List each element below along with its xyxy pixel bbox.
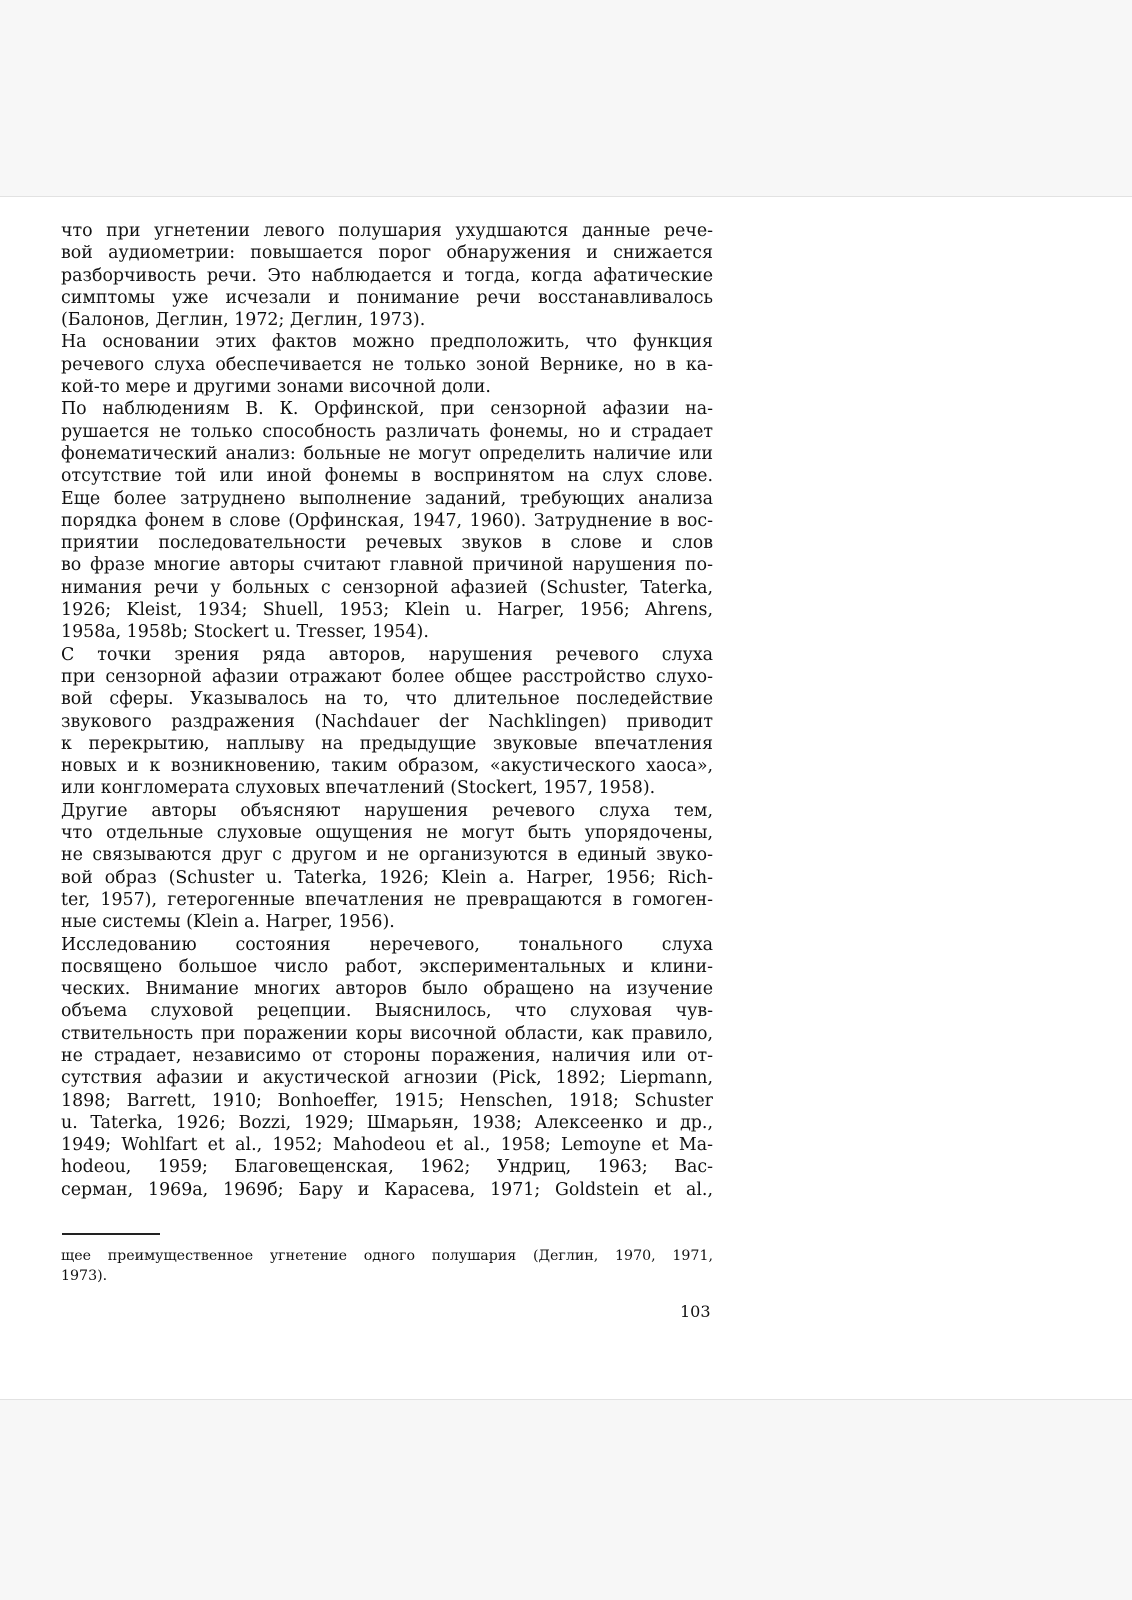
text-line: вой аудиометрии: повышается порог обнаружения и снижается <box>61 243 713 264</box>
text-line: ter, 1957), гетерогенные впечатления не превращаются в гомоген- <box>61 889 713 910</box>
text-line: сутствия афазии и акустической агнозии (Pick, 1892; Liepmann, <box>61 1068 713 1089</box>
text-line: 1926; Kleist, 1934; Shuell, 1953; Klein u. Harper, 1956; Ahrens, <box>61 600 713 621</box>
text-line: На основании этих фактов можно предположить, что функция <box>61 332 713 353</box>
text-line: рушается не только способность различать фонемы, но и страдает <box>61 421 713 442</box>
text-line: Другие авторы объясняют нарушения речевого слуха тем, <box>61 800 713 821</box>
text-line: к перекрытию, наплыву на предыдущие звуковые впечатления <box>61 733 713 754</box>
text-line: вой образ (Schuster u. Taterka, 1926; Klein a. Harper, 1956; Rich- <box>61 867 713 888</box>
text-line: что отдельные слуховые ощущения не могут быть упорядочены, <box>61 823 713 844</box>
text-line: новых и к возникновению, таким образом, «акустического хаоса», <box>61 756 713 777</box>
text-line: нимания речи у больных с сензорной афазией (Schuster, Taterka, <box>61 577 713 598</box>
text-line: вой сферы. Указывалось на то, что длительное последействие <box>61 689 713 710</box>
text-line: речевого слуха обеспечивается не только зоной Вернике, но в ка- <box>61 354 713 375</box>
text-line: По наблюдениям В. К. Орфинской, при сензорной афазии на- <box>61 399 713 420</box>
text-line: приятии последовательности речевых звуков в слове и слов <box>61 533 713 554</box>
text-line: 1949; Wohlfart et al., 1952; Mahodeou et al., 1958; Lemoyne et Ma- <box>61 1135 713 1156</box>
text-line: Еще более затруднено выполнение заданий, требующих анализа <box>61 488 713 509</box>
text-line: фонематический анализ: больные не могут определить наличие или <box>61 443 713 464</box>
text-line: 1898; Barrett, 1910; Bonhoeffer, 1915; Henschen, 1918; Schuster <box>61 1090 713 1111</box>
text-line: ствительность при поражении коры височной области, как правило, <box>61 1023 713 1044</box>
text-line: кой-то мере и другими зонами височной доли. <box>61 377 491 398</box>
text-line: отсутствие той или иной фонемы в воспринятом на слух слове. <box>61 466 713 487</box>
text-line: звукового раздражения (Nachdauer der Nachklingen) приводит <box>61 711 713 732</box>
text-line: посвящено большое число работ, экспериментальных и клини- <box>61 956 713 977</box>
text-line: разборчивость речи. Это наблюдается и тогда, когда афатические <box>61 265 713 286</box>
text-line: u. Taterka, 1926; Bozzi, 1929; Шмарьян, 1938; Алексеенко и др., <box>61 1112 713 1133</box>
text-line: 1973). <box>61 1268 108 1284</box>
text-line: не связываются друг с другом и не организуются в единый звуко- <box>61 845 713 866</box>
text-line: при сензорной афазии отражают более общее расстройство слухо- <box>61 666 713 687</box>
text-line: серман, 1969а, 1969б; Бару и Карасева, 1971; Goldstein et al., <box>61 1179 713 1200</box>
text-line: или конгломерата слуховых впечатлений (Stockert, 1957, 1958). <box>61 778 656 799</box>
text-line: не страдает, независимо от стороны поражения, наличия или от- <box>61 1045 713 1066</box>
text-line: щее преимущественное угнетение одного полушария (Деглин, 1970, 1971, <box>61 1248 713 1264</box>
footnote <box>61 1246 713 1286</box>
text-line: симптомы уже исчезали и понимание речи восстанавливалось <box>61 287 713 308</box>
body-text <box>61 220 713 1201</box>
text-line: что при угнетении левого полушария ухудшаются данные рече- <box>61 221 713 241</box>
text-line: hodeou, 1959; Благовещенская, 1962; Ундриц, 1963; Вас- <box>61 1157 713 1178</box>
text-line: ные системы (Klein a. Harper, 1956). <box>61 912 395 933</box>
text-line: объема слуховой рецепции. Выяснилось, что слуховая чув- <box>61 1001 713 1022</box>
text-line: во фразе многие авторы считают главной причиной нарушения по- <box>61 555 713 576</box>
footnote-rule <box>62 1233 160 1235</box>
text-line: 1958a, 1958b; Stockert u. Tresser, 1954). <box>61 622 429 643</box>
text-line: порядка фонем в слове (Орфинская, 1947, 1960). Затруднение в вос- <box>61 510 713 531</box>
text-line: Исследованию состояния неречевого, тонального слуха <box>61 934 713 955</box>
page-number: 103 <box>680 1302 711 1321</box>
text-line: С точки зрения ряда авторов, нарушения речевого слуха <box>61 644 713 665</box>
text-line: (Балонов, Деглин, 1972; Деглин, 1973). <box>61 310 426 331</box>
text-line: ческих. Внимание многих авторов было обращено на изучение <box>61 979 713 1000</box>
